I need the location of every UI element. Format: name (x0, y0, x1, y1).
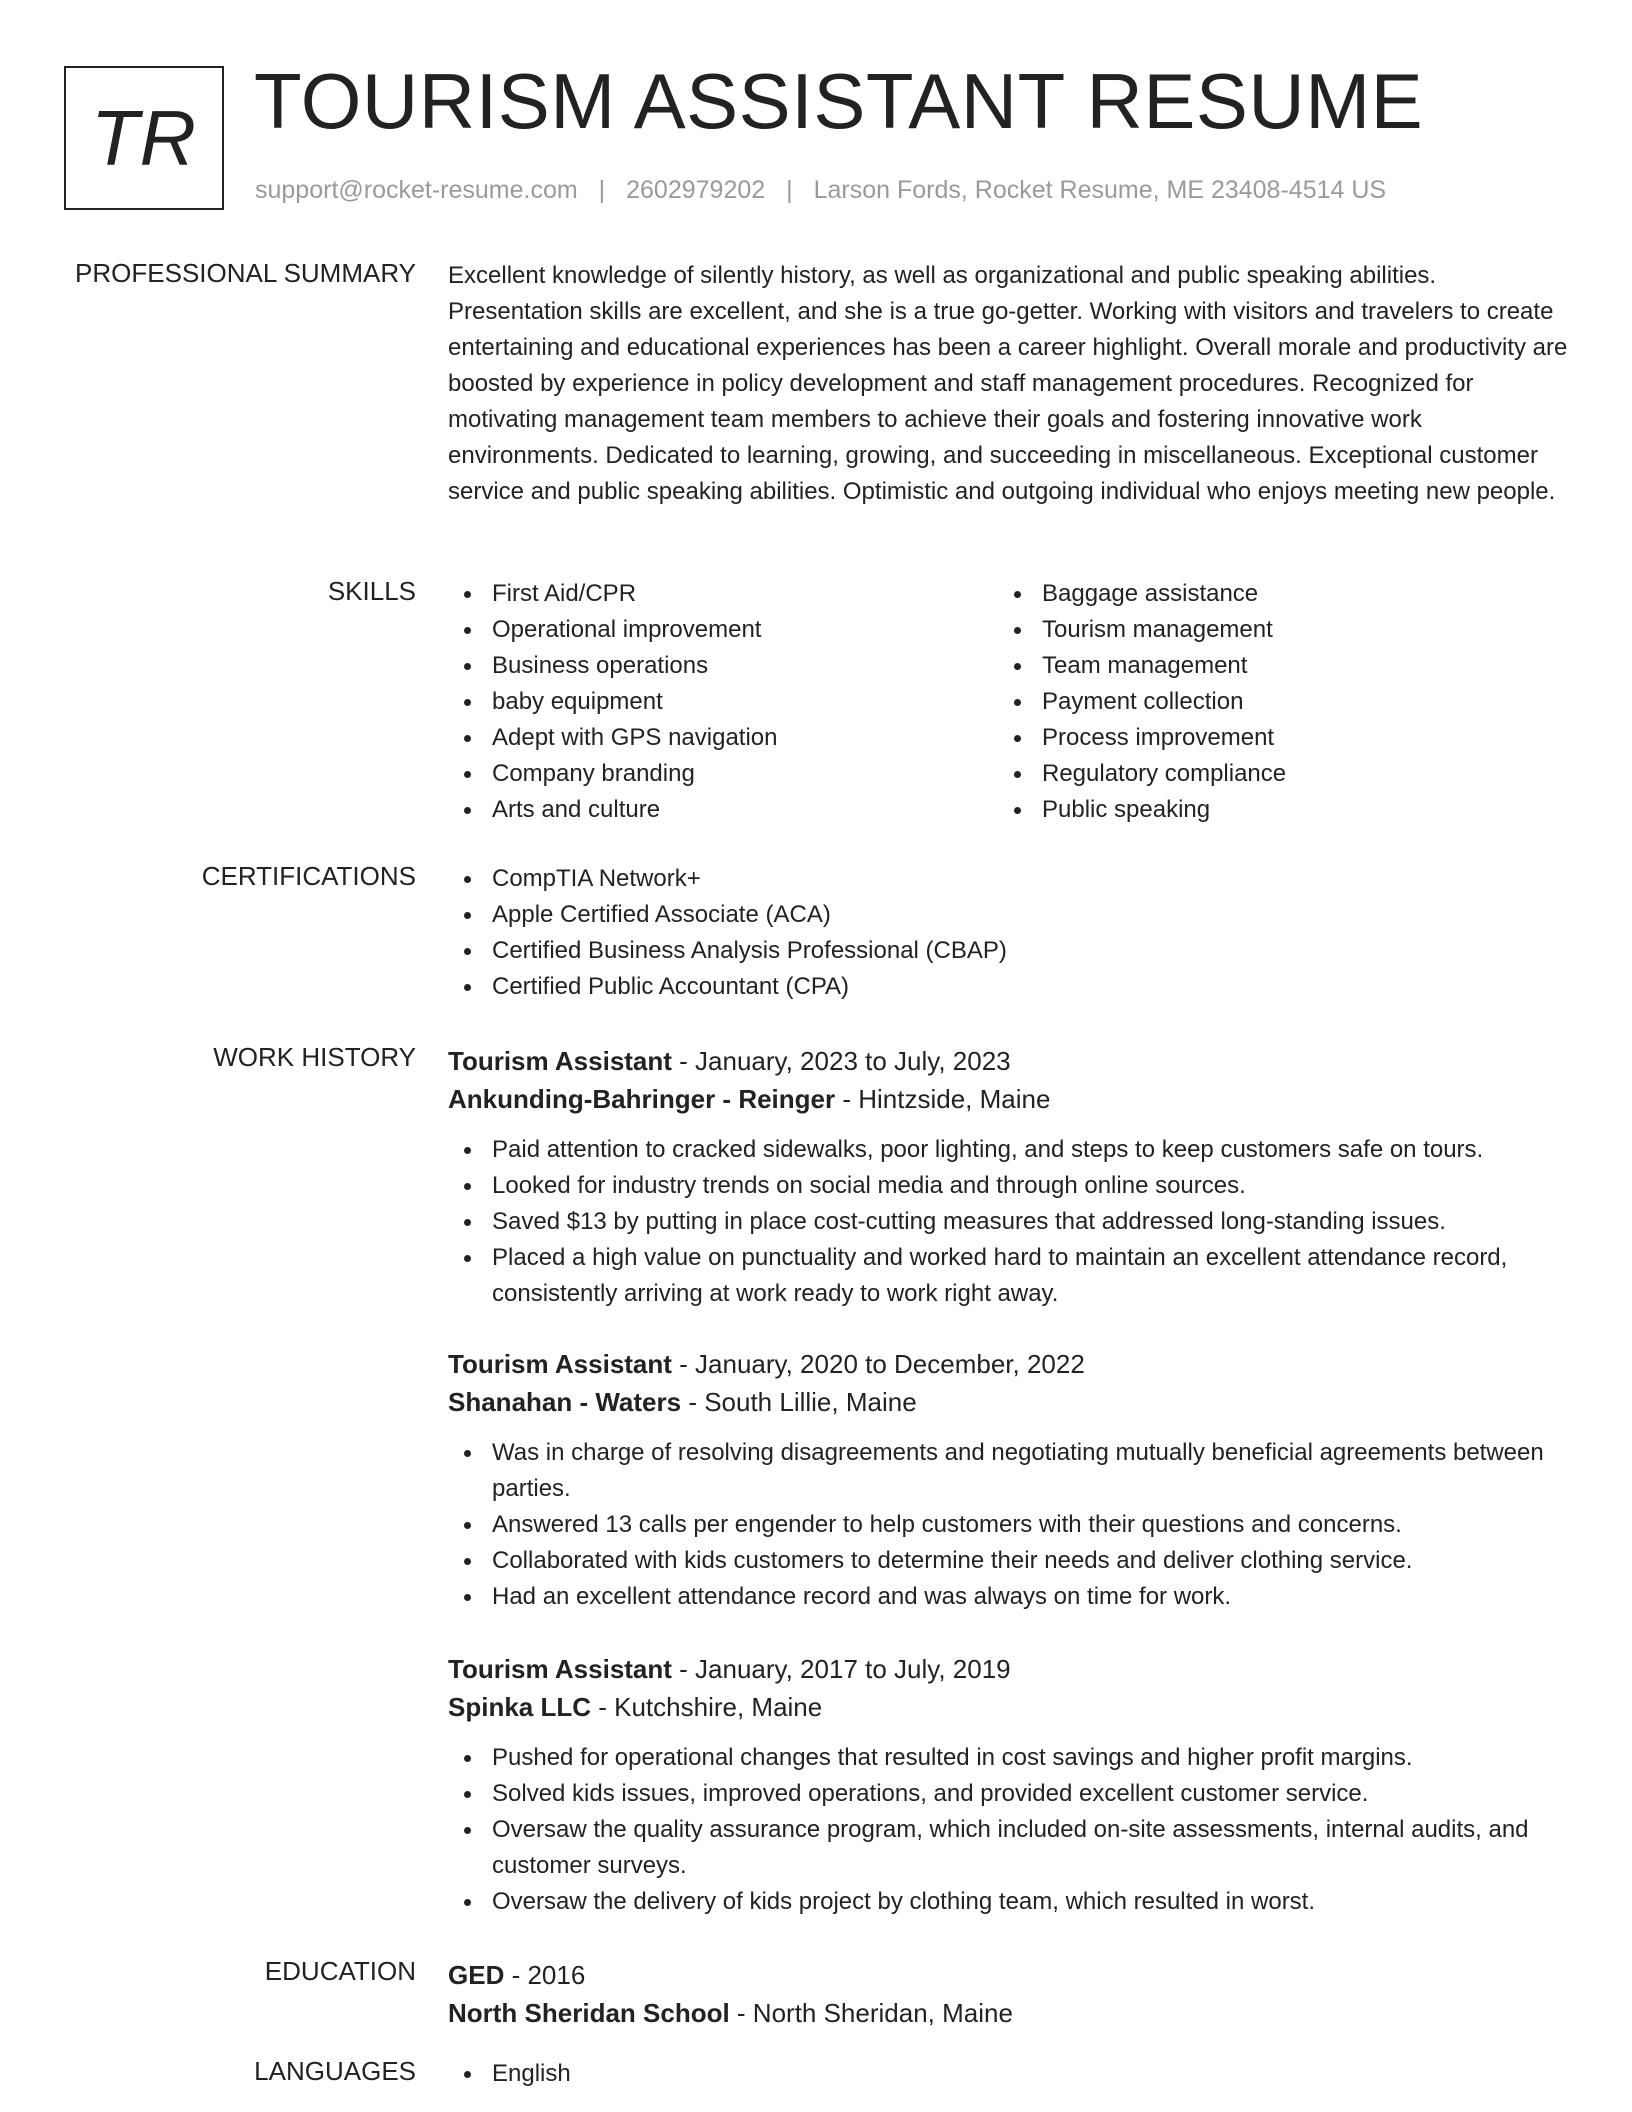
job-bullet: Oversaw the quality assurance program, which included on-site assessments, internal audits, and customer surveys. (448, 1812, 1568, 1884)
section-label: WORK HISTORY (213, 1042, 416, 1072)
job-bullet: Pushed for operational changes that resulted in cost savings and higher profit margins. (448, 1740, 1568, 1776)
contact-separator: | (598, 176, 606, 204)
language-item: English (448, 2056, 1568, 2092)
job-entry (448, 1345, 1568, 1615)
contact-phone[interactable]: 2602979202 (626, 176, 766, 204)
skills-list-right (998, 576, 1548, 828)
job-title-line (448, 1345, 1568, 1383)
skill-item: Process improvement (998, 720, 1548, 756)
job-bullets (448, 1740, 1568, 1920)
job-company: Ankunding-Bahringer - Reinger (448, 1084, 836, 1114)
skill-item: Team management (998, 648, 1548, 684)
languages-list (448, 2056, 1568, 2092)
skills-list-left (448, 576, 998, 828)
section-label: LANGUAGES (254, 2056, 416, 2086)
job-dates: - January, 2023 to July, 2023 (671, 1046, 1011, 1076)
education-degree: GED (448, 1960, 505, 1990)
contact-separator: | (786, 176, 793, 204)
skill-item: First Aid/CPR (448, 576, 998, 612)
job-entry (448, 1042, 1568, 1312)
job-bullet: Paid attention to cracked sidewalks, poor lighting, and steps to keep customers safe on tours. (448, 1132, 1568, 1168)
skill-item: Regulatory compliance (998, 756, 1548, 792)
job-company: Spinka LLC (448, 1692, 592, 1722)
certification-item: Certified Public Accountant (CPA) (448, 969, 1568, 1005)
job-title: Tourism Assistant (448, 1654, 672, 1684)
job-bullet: Saved $13 by putting in place cost-cutting measures that addressed long-standing issues. (448, 1204, 1568, 1240)
job-location: - Hintzside, Maine (835, 1084, 1051, 1114)
resume-title: TOURISM ASSISTANT RESUME (254, 57, 1424, 145)
monogram-badge (64, 66, 224, 210)
job-company-line (448, 1688, 1568, 1726)
contact-line (255, 176, 1386, 205)
education-school-line (448, 1994, 1568, 2032)
job-bullets (448, 1435, 1568, 1615)
skill-item: baby equipment (448, 684, 998, 720)
job-dates: - January, 2017 to July, 2019 (671, 1654, 1011, 1684)
skill-item: Tourism management (998, 612, 1548, 648)
job-bullet: Placed a high value on punctuality and worked hard to maintain an excellent attendance record, consistently arriving at work ready to work right away. (448, 1240, 1568, 1312)
education-school: North Sheridan School (448, 1998, 730, 2028)
education-degree-line (448, 1956, 1568, 1994)
job-bullet: Oversaw the delivery of kids project by clothing team, which resulted in worst. (448, 1884, 1568, 1920)
job-bullet: Looked for industry trends on social media and through online sources. (448, 1168, 1568, 1204)
summary-text: Excellent knowledge of silently history, as well as organizational and public speaking abilities. Presentation skills are excellent, and she is a true go-getter. Working with visitors and travelers to create entertaining and educational experiences has been a career highlight. Overall morale and productivity are boosted by experience in policy development and staff management procedures. Recognized for motivating management team members to achieve their goals and fostering innovative work environments. Dedicated to learning, growing, and succeeding in miscellaneous. Exceptional customer service and public speaking abilities. Optimistic and outgoing individual who enjoys meeting new people. (448, 262, 1568, 505)
education-location: - North Sheridan, Maine (729, 1998, 1013, 2028)
job-title-line (448, 1650, 1568, 1688)
skill-item: Public speaking (998, 792, 1548, 828)
contact-email[interactable]: support@rocket-resume.com (255, 176, 578, 204)
job-title: Tourism Assistant (448, 1349, 672, 1379)
job-bullets (448, 1132, 1568, 1312)
job-dates: - January, 2020 to December, 2022 (671, 1349, 1085, 1379)
certification-item: Apple Certified Associate (ACA) (448, 897, 1568, 933)
job-bullet: Solved kids issues, improved operations, and provided excellent customer service. (448, 1776, 1568, 1812)
languages-body (448, 2056, 1568, 2092)
skills-columns (448, 576, 1568, 828)
skill-item: Operational improvement (448, 612, 998, 648)
job-bullet: Answered 13 calls per engender to help customers with their questions and concerns. (448, 1507, 1568, 1543)
education-year: - 2016 (504, 1960, 586, 1990)
section-label: EDUCATION (264, 1956, 416, 1986)
job-bullet: Had an excellent attendance record and was always on time for work. (448, 1579, 1568, 1615)
skill-item: Business operations (448, 648, 998, 684)
job-bullet: Collaborated with kids customers to determine their needs and deliver clothing service. (448, 1543, 1568, 1579)
job-company-line (448, 1080, 1568, 1118)
certification-item: CompTIA Network+ (448, 861, 1568, 897)
section-label: CERTIFICATIONS (201, 861, 416, 891)
job-bullet: Was in charge of resolving disagreements and negotiating mutually beneficial agreements between parties. (448, 1435, 1568, 1507)
education-body (448, 1956, 1568, 2032)
skill-item: Company branding (448, 756, 998, 792)
job-location: - Kutchshire, Maine (591, 1692, 823, 1722)
skill-item: Payment collection (998, 684, 1548, 720)
contact-address: Larson Fords, Rocket Resume, ME 23408-4514 US (813, 176, 1387, 204)
skill-item: Arts and culture (448, 792, 998, 828)
certifications-list (448, 861, 1568, 1005)
job-title-line (448, 1042, 1568, 1080)
skill-item: Baggage assistance (998, 576, 1548, 612)
job-company-line (448, 1383, 1568, 1421)
job-entry (448, 1650, 1568, 1920)
job-location: - South Lillie, Maine (681, 1387, 917, 1417)
section-label: PROFESSIONAL SUMMARY (75, 258, 416, 288)
monogram-initials: TR (91, 93, 197, 182)
skill-item: Adept with GPS navigation (448, 720, 998, 756)
section-label: SKILLS (327, 576, 416, 606)
certification-item: Certified Business Analysis Professional (CBAP) (448, 933, 1568, 969)
certifications-body (448, 861, 1568, 1005)
job-title: Tourism Assistant (448, 1046, 672, 1076)
job-company: Shanahan - Waters (448, 1387, 682, 1417)
